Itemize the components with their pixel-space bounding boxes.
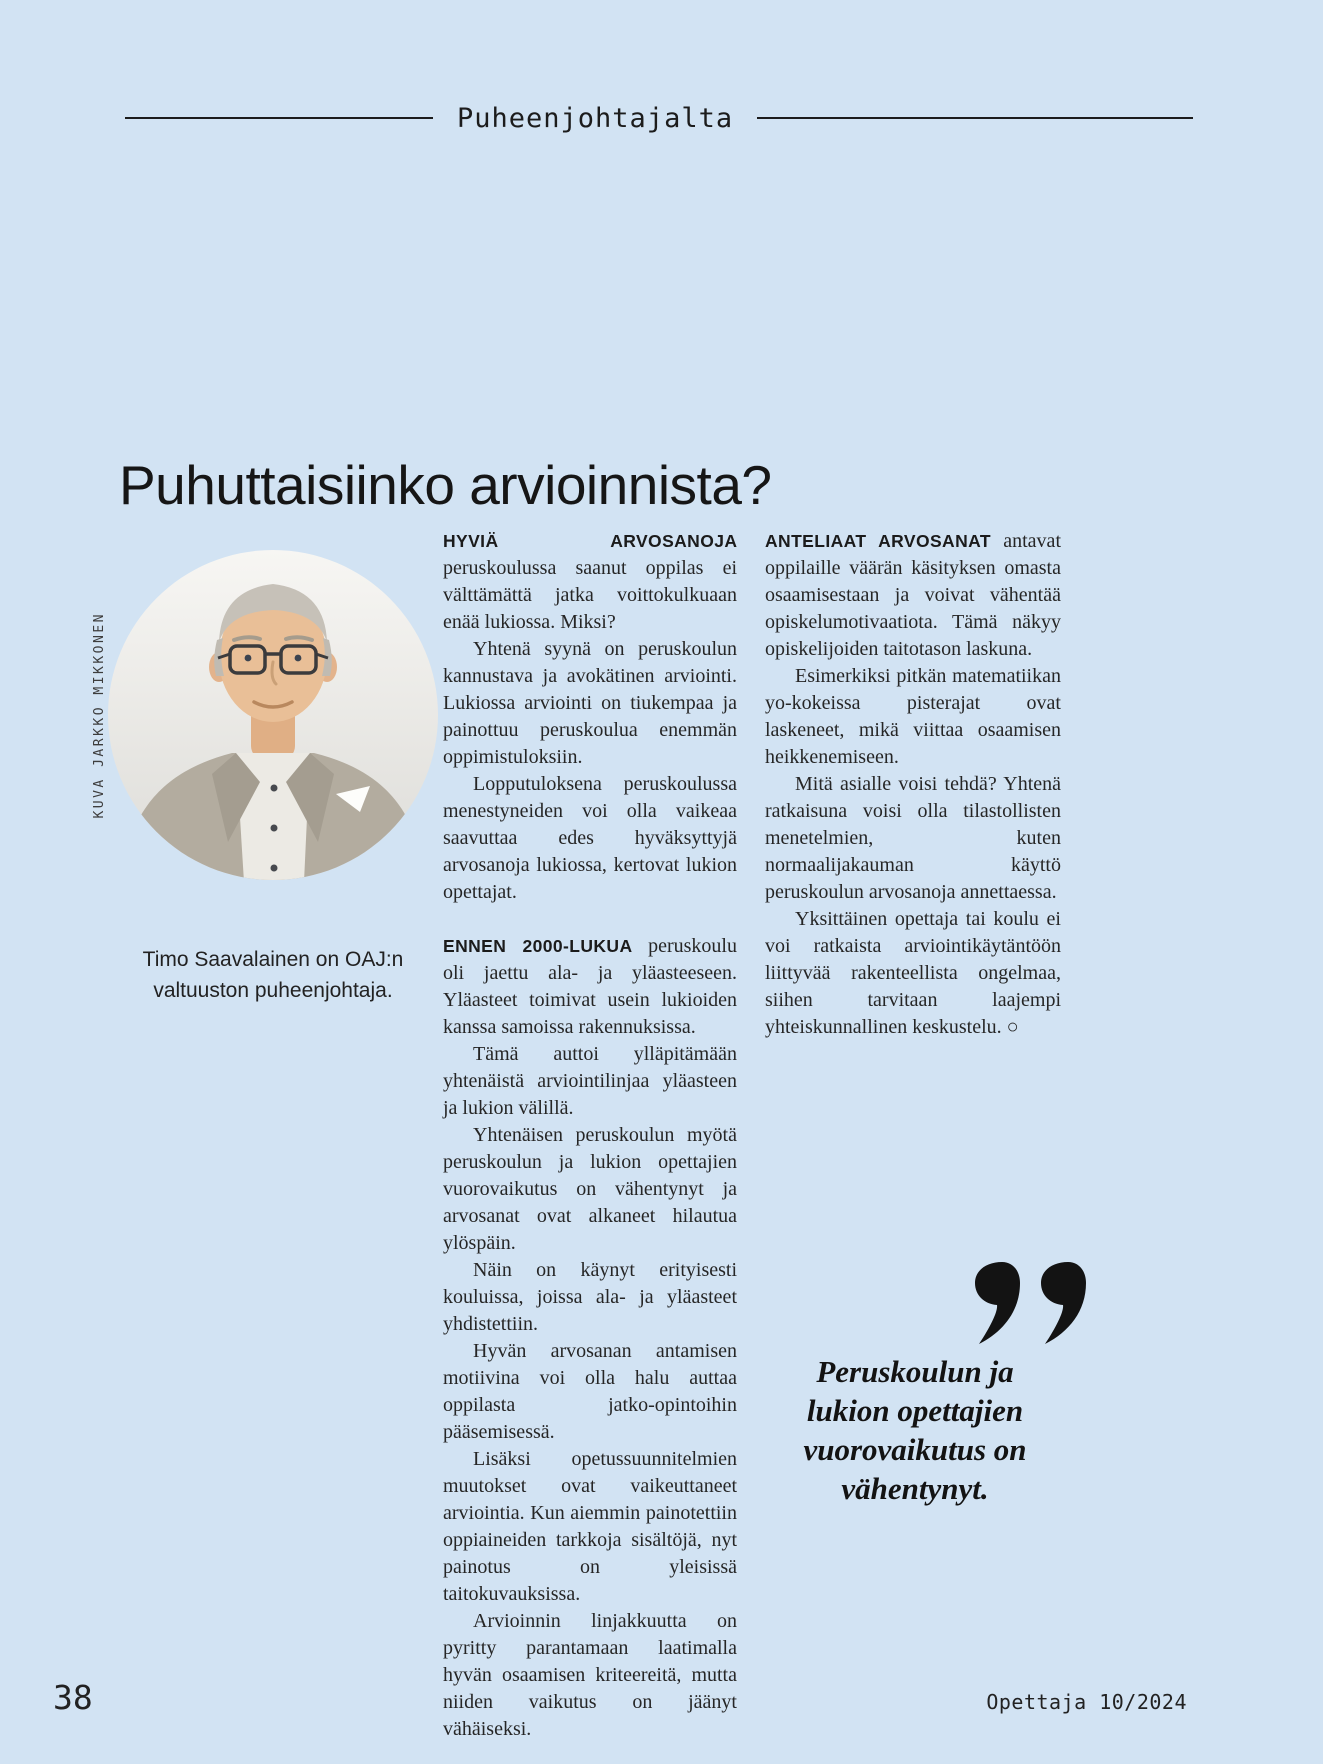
pull-quote	[763, 1352, 1067, 1508]
article-column-2	[765, 528, 1061, 1041]
portrait-illustration	[108, 550, 438, 880]
portrait-caption-line-2: valtuuston puheenjohtaja.	[153, 979, 393, 1002]
page-title: Puhuttaisiinko arvioinnista?	[119, 453, 772, 516]
photo-credit-vertical: KUVA JARKKO MIKKONEN	[92, 612, 107, 819]
kicker-label: Puheenjohtajalta	[457, 102, 734, 134]
paragraph: HYVIÄ ARVOSANOJA peruskoulussa saanut oppilas ei välttämättä jatka voittokulkuaan enää lukiossa. Miksi?	[443, 531, 737, 633]
page-number: 38	[53, 1678, 93, 1717]
paragraph: Näin on käynyt erityisesti kouluissa, joissa ala- ja yläasteet yhdistettiin.	[443, 1259, 737, 1335]
paragraph: Lopputuloksena peruskoulussa menestyneiden voi olla vaikeaa saavuttaa edes hyväksyttyjä arvosanoja lukiossa, kertovat lukion opettajat.	[443, 773, 737, 903]
paragraph: Lisäksi opetussuunnitelmien muutokset ovat vaikeuttaneet arviointia. Kun aiemmin painotettiin oppiaineiden tarkkoja sisältöjä, nyt painotus on yleisissä taitokuvauksissa.	[443, 1448, 737, 1605]
portrait-caption	[98, 944, 448, 1006]
paragraph: ENNEN 2000-LUKUA peruskoulu oli jaettu ala- ja yläasteeseen. Yläasteet toimivat usein lukioiden kanssa samoissa rakennuksissa.	[443, 935, 737, 1038]
paragraph-lead-in: ANTELIAAT ARVOSANAT	[765, 531, 1004, 551]
header-kicker-row	[125, 104, 1193, 132]
article-column-1	[443, 528, 737, 1743]
paragraph: Yksittäinen opettaja tai koulu ei voi ratkaista arviointikäytäntöön liittyvää rakenteellista ongelmaa, siihen tarvitaan laajempi yhteiskunnallinen keskustelu. ○	[765, 908, 1061, 1038]
paragraph: Yhtenäisen peruskoulun myötä peruskoulun ja lukion opettajien vuorovaikutus on vähentynyt ja arvosanat ovat alkaneet hilautua ylöspäin.	[443, 1124, 737, 1254]
kicker-rule-right	[757, 117, 1193, 120]
pull-quote-line: lukion opettajien	[806, 1393, 1024, 1428]
portrait-caption-line-1: Timo Saavalainen on OAJ:n	[142, 948, 404, 971]
paragraph: Mitä asialle voisi tehdä? Yhtenä ratkaisuna voisi olla tilastollisten menetelmien, kuten normaalijakauman käyttö peruskoulun arvosanoja annettaessa.	[765, 773, 1061, 903]
paragraph-lead-in: ENNEN 2000-LUKUA	[443, 936, 649, 956]
paragraph: ANTELIAAT ARVOSANAT antavat oppilaille väärän käsityksen omasta osaamisestaan ja voivat vähentää opiskelumotivaatiota. Tämä näkyy opiskelijoiden taitotason laskuna.	[765, 530, 1061, 660]
quote-comma-icon	[972, 1262, 1022, 1344]
portrait-photo	[108, 550, 438, 880]
pull-quote-line: Peruskoulun ja	[816, 1354, 1014, 1389]
quotation-marks-icon	[972, 1262, 1088, 1344]
paragraph: Tämä auttoi ylläpitämään yhtenäistä arviointilinjaa yläasteen ja lukion välillä.	[443, 1043, 737, 1119]
paragraph: Hyvän arvosanan antamisen motiivina voi olla halu auttaa oppilasta jatko-opintoihin pääsemisessä.	[443, 1340, 737, 1443]
paragraph: Arvioinnin linjakkuutta on pyritty parantamaan laatimalla hyvän osaamisen kriteereitä, mutta niiden vaikutus on jäänyt vähäiseksi.	[443, 1610, 737, 1740]
pull-quote-line: vuorovaikutus on	[803, 1432, 1027, 1467]
issue-label: Opettaja 10/2024	[986, 1690, 1187, 1714]
paragraph: Esimerkiksi pitkän matematiikan yo-kokeissa pisterajat ovat laskeneet, mikä viittaa osaamisen heikkenemiseen.	[765, 665, 1061, 768]
quote-comma-icon	[1038, 1262, 1088, 1344]
paragraph-lead-in: HYVIÄ ARVOSANOJA	[443, 531, 737, 551]
paragraph: Yhtenä syynä on peruskoulun kannustava ja avokätinen arviointi. Lukiossa arviointi on tiukempaa ja painottuu peruskoulua enemmän oppimistuloksiin.	[443, 638, 737, 768]
pull-quote-line: vähentynyt.	[841, 1471, 989, 1506]
kicker-rule-left	[125, 117, 433, 120]
